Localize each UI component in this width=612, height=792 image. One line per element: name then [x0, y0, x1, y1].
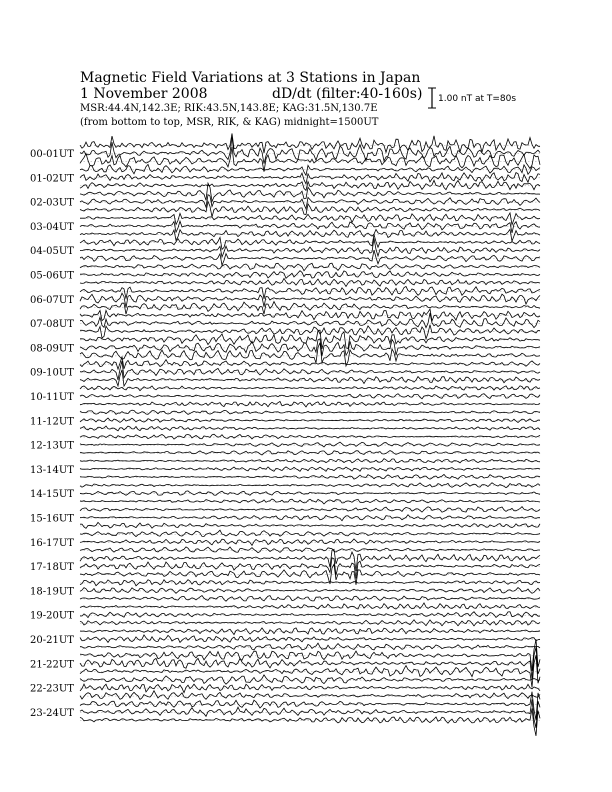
trace-11-12UT-RIK [80, 418, 540, 422]
row-label-23-24UT: 23-24UT [30, 707, 74, 719]
row-label-19-20UT: 19-20UT [30, 610, 74, 622]
trace-11-12UT-KAG [80, 410, 540, 414]
trace-20-21UT-KAG [80, 628, 540, 635]
trace-06-07UT-KAG [80, 286, 540, 299]
trace-17-18UT-MSR [80, 564, 540, 585]
row-label-05-06UT: 05-06UT [30, 270, 74, 282]
trace-17-18UT-RIK [80, 558, 540, 579]
row-label-11-12UT: 11-12UT [30, 416, 74, 428]
row-label-14-15UT: 14-15UT [30, 489, 74, 501]
row-label-06-07UT: 06-07UT [30, 294, 74, 306]
trace-01-02UT-MSR [80, 180, 540, 190]
trace-17-18UT-KAG [80, 549, 540, 571]
trace-04-05UT-MSR [80, 250, 540, 265]
row-label-18-19UT: 18-19UT [30, 586, 74, 598]
component-label: dD/dt (filter:40-160s) [272, 86, 423, 102]
trace-14-15UT-KAG [80, 483, 540, 488]
row-label-17-18UT: 17-18UT [30, 562, 74, 574]
trace-16-17UT-RIK [80, 539, 540, 545]
trace-21-22UT-MSR [80, 655, 540, 687]
trace-07-08UT-MSR [80, 325, 540, 339]
trace-20-21UT-MSR [80, 643, 540, 650]
trace-15-16UT-MSR [80, 522, 540, 528]
trace-01-02UT-RIK [80, 173, 540, 184]
scale-label: 1.00 nT at T=80s [438, 94, 517, 104]
trace-13-14UT-MSR [80, 474, 540, 479]
trace-06-07UT-MSR [80, 302, 540, 315]
trace-02-03UT-MSR [80, 202, 540, 217]
trace-15-16UT-RIK [80, 515, 540, 521]
trace-01-02UT-KAG [80, 164, 540, 175]
trace-07-08UT-KAG [80, 309, 540, 321]
station-order-note: (from bottom to top, MSR, RIK, & KAG) midnight=1500UT [80, 117, 379, 128]
trace-19-20UT-RIK [80, 612, 540, 618]
row-label-12-13UT: 12-13UT [30, 440, 74, 452]
trace-22-23UT-RIK [80, 684, 540, 693]
row-label-22-23UT: 22-23UT [30, 683, 74, 695]
trace-18-19UT-KAG [80, 580, 540, 586]
row-label-00-01UT: 00-01UT [30, 149, 74, 160]
row-label-02-03UT: 02-03UT [30, 197, 74, 209]
trace-10-11UT-RIK [80, 394, 540, 399]
trace-22-23UT-KAG [80, 675, 540, 684]
trace-20-21UT-RIK [80, 635, 540, 643]
trace-19-20UT-MSR [80, 620, 540, 626]
row-label-16-17UT: 16-17UT [30, 537, 74, 549]
row-label-04-05UT: 04-05UT [30, 246, 74, 258]
trace-18-19UT-RIK [80, 588, 540, 594]
trace-05-06UT-RIK [80, 271, 540, 279]
chart-title: Magnetic Field Variations at 3 Stations in Japan [80, 70, 421, 86]
trace-21-22UT-KAG [80, 639, 540, 671]
row-label-07-08UT: 07-08UT [30, 319, 74, 331]
trace-23-24UT-MSR [80, 708, 540, 736]
row-label-20-21UT: 20-21UT [30, 635, 74, 646]
trace-10-11UT-KAG [80, 386, 540, 391]
row-label-15-16UT: 15-16UT [30, 513, 74, 525]
trace-14-15UT-MSR [80, 499, 540, 504]
trace-11-12UT-MSR [80, 426, 540, 431]
trace-15-16UT-KAG [80, 507, 540, 513]
trace-18-19UT-MSR [80, 596, 540, 602]
trace-12-13UT-RIK [80, 442, 540, 447]
trace-22-23UT-MSR [80, 691, 540, 700]
trace-13-14UT-KAG [80, 459, 540, 463]
trace-16-17UT-MSR [80, 547, 540, 553]
trace-16-17UT-KAG [80, 530, 540, 536]
row-label-03-04UT: 03-04UT [30, 221, 74, 233]
trace-06-07UT-RIK [80, 293, 540, 308]
trace-05-06UT-MSR [80, 278, 540, 286]
trace-03-04UT-MSR [80, 229, 540, 241]
row-label-09-10UT: 09-10UT [30, 367, 74, 379]
row-label-08-09UT: 08-09UT [30, 343, 74, 355]
date-label: 1 November 2008 [80, 86, 208, 102]
trace-04-05UT-RIK [80, 238, 540, 257]
trace-05-06UT-KAG [80, 263, 540, 271]
scale-bar [428, 88, 436, 108]
trace-12-13UT-KAG [80, 434, 540, 439]
row-label-13-14UT: 13-14UT [30, 464, 74, 476]
trace-12-13UT-MSR [80, 451, 540, 455]
station-coordinates: MSR:44.4N,142.3E; RIK:43.5N,143.8E; KAG:31.5N,130.7E [80, 103, 378, 114]
row-label-21-22UT: 21-22UT [30, 659, 74, 671]
trace-03-04UT-RIK [80, 221, 540, 233]
row-label-01-02UT: 01-02UT [30, 173, 74, 185]
trace-10-11UT-MSR [80, 402, 540, 407]
trace-13-14UT-RIK [80, 467, 540, 471]
trace-07-08UT-RIK [80, 313, 540, 328]
trace-19-20UT-KAG [80, 603, 540, 609]
trace-08-09UT-RIK [80, 339, 540, 356]
trace-09-10UT-KAG [80, 357, 540, 370]
trace-03-04UT-KAG [80, 213, 540, 225]
row-label-10-11UT: 10-11UT [30, 392, 74, 403]
trace-14-15UT-RIK [80, 491, 540, 495]
